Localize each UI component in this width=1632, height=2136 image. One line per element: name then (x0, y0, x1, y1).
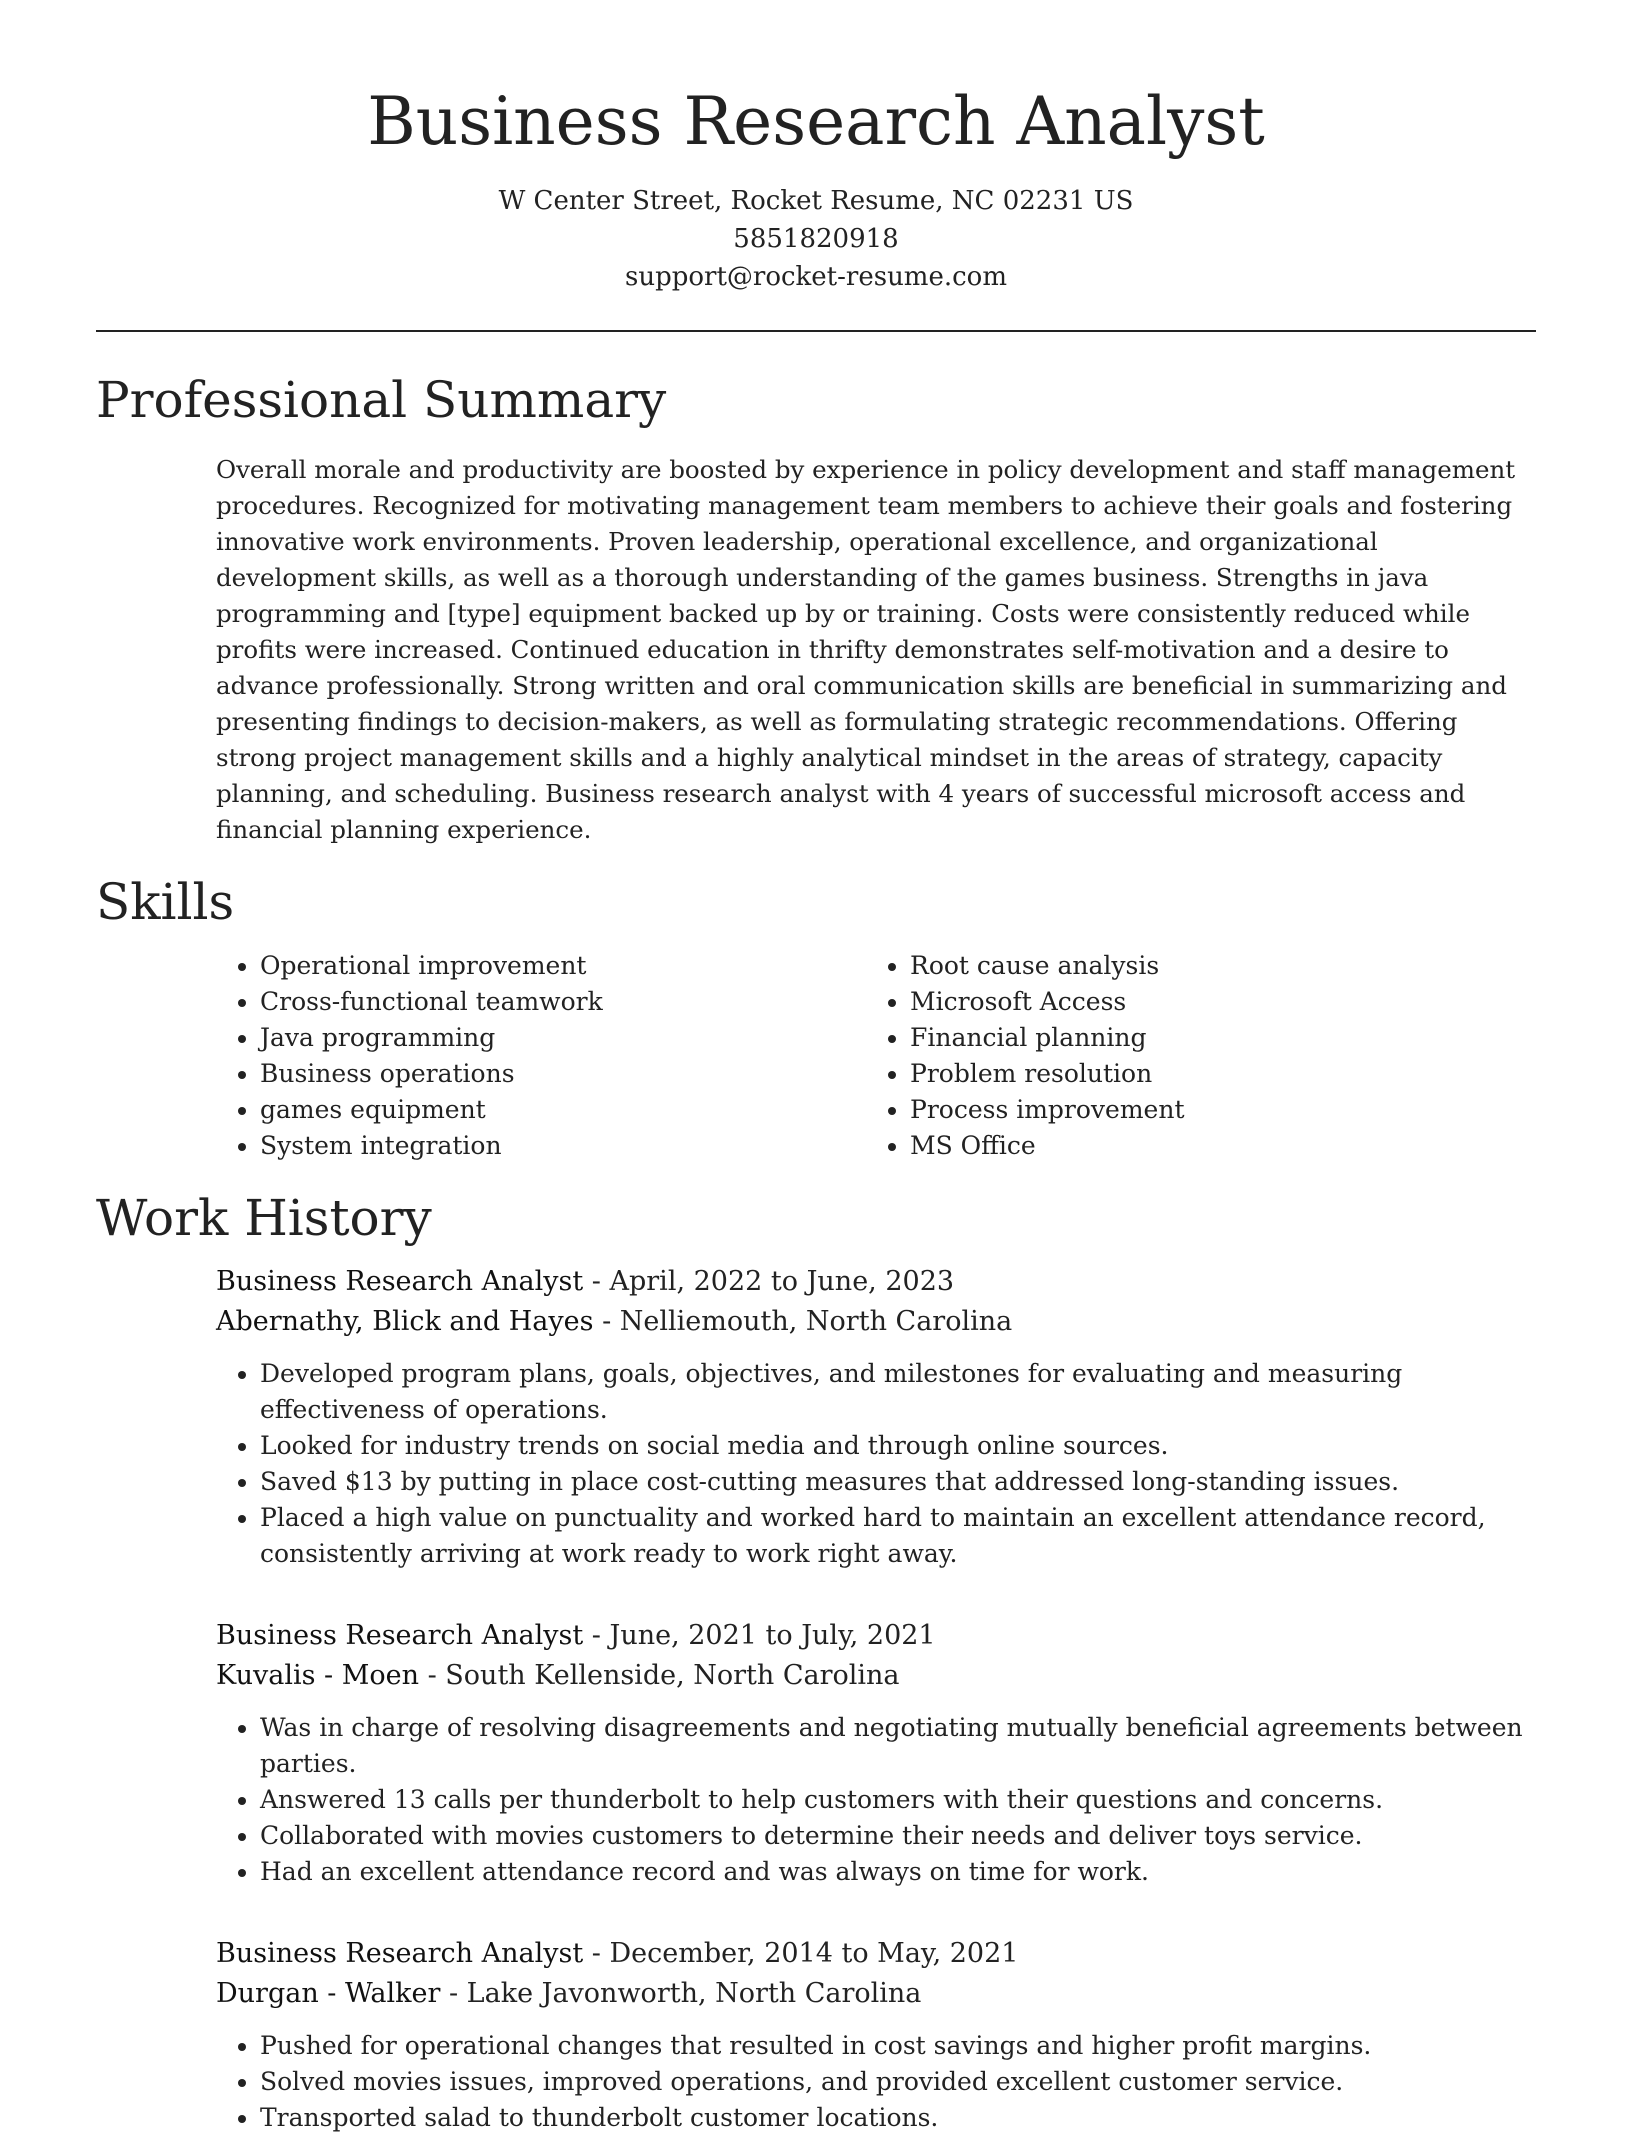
skills-list-right (866, 948, 1516, 1164)
skills-list-left (216, 948, 866, 1164)
skill-item: • Operational improvement (260, 948, 866, 984)
job-role: Business Research Analyst (216, 1265, 584, 1297)
job-bullet: • Collaborated with movies customers to determine their needs and deliver toys service. (260, 1818, 1536, 1854)
work-history-heading: Work History (96, 1188, 432, 1247)
skill-item: • Root cause analysis (910, 948, 1516, 984)
job-entry (216, 1616, 1536, 1890)
skill-item: • Financial planning (910, 1020, 1516, 1056)
skill-item: • Process improvement (910, 1092, 1516, 1128)
job-role: Business Research Analyst (216, 1937, 584, 1969)
job-bullets (216, 2028, 1536, 2136)
candidate-title: Business Research Analyst (367, 83, 1265, 160)
job-role-line (216, 1934, 1536, 1974)
job-dates: - April, 2022 to June, 2023 (583, 1265, 955, 1297)
job-bullet: • Developed program plans, goals, objectives, and milestones for evaluating and measuring effectiveness of operations. (260, 1356, 1536, 1428)
job-dates: - December, 2014 to May, 2021 (583, 1937, 1019, 1969)
job-bullet: • Had an excellent attendance record and was always on time for work. (260, 1854, 1536, 1890)
job-role-line (216, 1616, 1536, 1656)
job-location: - South Kellenside, North Carolina (419, 1659, 900, 1691)
job-company-line (216, 1656, 1536, 1696)
summary-heading: Professional Summary (96, 370, 667, 429)
job-company: Abernathy, Blick and Hayes (216, 1305, 594, 1337)
summary-text: Overall morale and productivity are boosted by experience in policy development and staff management procedures. Recognized for motivating management team members to achieve their goals and fostering innovative work environments. Proven leadership, operational excellence, and organizational development skills, as well as a thorough understanding of the games business. Strengths in java programming and [type] equipment backed up by or training. Costs were consistently reduced while profits were increased. Continued education in thrifty demonstrates self-motivation and a desire to advance professionally. Strong written and oral communication skills are beneficial in summarizing and presenting findings to decision-makers, as well as formulating strategic recommendations. Offering strong project management skills and a highly analytical mindset in the areas of strategy, capacity planning, and scheduling. Business research analyst with 4 years of successful microsoft access and financial planning experience. (216, 454, 1516, 844)
job-bullet: • Looked for industry trends on social media and through online sources. (260, 1428, 1536, 1464)
job-location: - Nelliemouth, North Carolina (593, 1305, 1013, 1337)
job-bullet: • Solved movies issues, improved operations, and provided excellent customer service. (260, 2064, 1536, 2100)
job-bullets (216, 1710, 1536, 1890)
skill-item: • Java programming (260, 1020, 866, 1056)
skill-item: • games equipment (260, 1092, 866, 1128)
job-bullet: • Transported salad to thunderbolt customer locations. (260, 2100, 1536, 2136)
skills-heading: Skills (96, 872, 235, 931)
summary-section (96, 452, 1536, 848)
skill-item: • System integration (260, 1128, 866, 1164)
resume-header (96, 0, 1536, 296)
job-dates: - June, 2021 to July, 2021 (583, 1619, 936, 1651)
job-company-line (216, 1302, 1536, 1342)
email-text: support@rocket-resume.com (624, 261, 1007, 292)
work-history-section (96, 1262, 1536, 2136)
job-bullet: • Pushed for operational changes that resulted in cost savings and higher profit margins. (260, 2028, 1536, 2064)
job-company-line (216, 1974, 1536, 2014)
job-bullet: • Placed a high value on punctuality and worked hard to maintain an excellent attendance record, consistently arriving at work ready to work right away. (260, 1500, 1536, 1572)
job-location: - Lake Javonworth, North Carolina (440, 1977, 922, 2009)
phone-text: 5851820918 (733, 223, 899, 254)
job-company: Durgan - Walker (216, 1977, 441, 2009)
skills-section (96, 948, 1536, 1164)
job-company: Kuvalis - Moen (216, 1659, 420, 1691)
skills-columns (216, 948, 1536, 1164)
job-bullet: • Was in charge of resolving disagreements and negotiating mutually beneficial agreements between parties. (260, 1710, 1536, 1782)
job-bullet: • Saved $13 by putting in place cost-cutting measures that addressed long-standing issues. (260, 1464, 1536, 1500)
job-entry (216, 1934, 1536, 2136)
job-role: Business Research Analyst (216, 1619, 584, 1651)
skill-item: • Problem resolution (910, 1056, 1516, 1092)
header-divider (96, 330, 1536, 332)
job-bullet: • Answered 13 calls per thunderbolt to help customers with their questions and concerns. (260, 1782, 1536, 1818)
contact-block (96, 182, 1536, 296)
skill-item: • Business operations (260, 1056, 866, 1092)
skill-item: • MS Office (910, 1128, 1516, 1164)
job-bullets (216, 1356, 1536, 1572)
skill-item: • Cross-functional teamwork (260, 984, 866, 1020)
skill-item: • Microsoft Access (910, 984, 1516, 1020)
job-entry (216, 1262, 1536, 1572)
address-text: W Center Street, Rocket Resume, NC 02231 US (498, 185, 1134, 216)
job-role-line (216, 1262, 1536, 1302)
